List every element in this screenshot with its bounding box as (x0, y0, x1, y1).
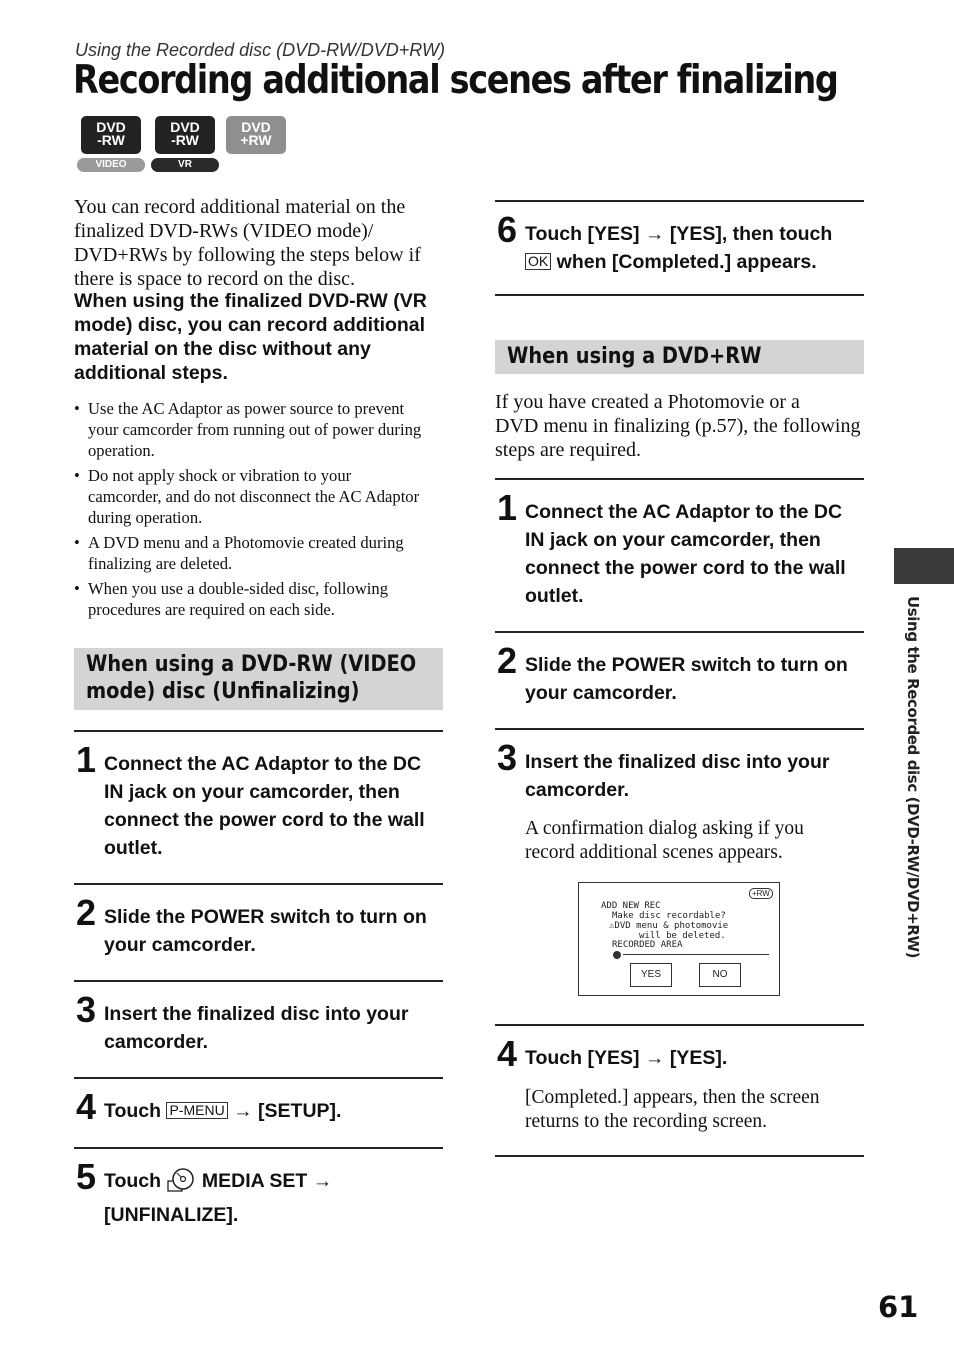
step-number: 3 (76, 989, 97, 1030)
step-number: 4 (76, 1086, 97, 1127)
step-divider (495, 1155, 864, 1157)
badge-line1: DVD (170, 119, 200, 135)
step-divider (74, 883, 443, 885)
arrow-icon: → (644, 223, 665, 245)
badge-line1: DVD (96, 119, 126, 135)
step-number: 3 (497, 737, 518, 778)
heading-line: When using a DVD-RW (VIDEO (86, 652, 417, 677)
step-number: 2 (497, 640, 518, 681)
dialog-warning-cont: will be deleted. (639, 931, 726, 941)
heading-line: mode) disc (Unfinalizing) (86, 679, 360, 704)
caution-item: • Do not apply shock or vibration to your camcorder, and do not disconnect the AC Adaptor during operation. (74, 465, 446, 528)
vr-mode-tag: VR (151, 158, 219, 172)
caution-item: • Use the AC Adaptor as power source to prevent your camcorder from running out of power during operation. (74, 398, 446, 461)
confirmation-dialog (578, 882, 780, 996)
text-line: When using the finalized DVD-RW (VR (74, 290, 427, 312)
text-line: material on the disc without any (74, 338, 371, 360)
badge-line1: DVD (241, 119, 271, 135)
recorded-area-label: RECORDED AREA (612, 940, 683, 950)
step-4-text: Touch P-MENU → [SETUP]. (104, 1100, 342, 1122)
disc-icon (613, 951, 621, 959)
dvd-rw-vr-badge (155, 116, 215, 154)
step-2-text: Slide the POWER switch to turn on your camcorder. (104, 906, 427, 956)
badge-line2: -RW (171, 132, 199, 148)
section-heading-dvd-rw-video (74, 648, 443, 710)
plus-rw-badge: +RW (749, 888, 773, 899)
badge-line2: +RW (240, 132, 272, 148)
step-divider (495, 728, 864, 730)
step-number: 6 (497, 209, 518, 250)
warning-icon: ⚠ (609, 921, 615, 931)
step-number: 1 (76, 739, 97, 780)
vr-mode-note (74, 289, 454, 385)
step-3-text: Insert the finalized disc into your camcorder. (104, 1003, 409, 1053)
side-chapter-label (898, 596, 922, 986)
p-menu-button[interactable]: P-MENU (166, 1102, 227, 1119)
arrow-icon: → (233, 1100, 253, 1122)
badge-line2: -RW (97, 132, 125, 148)
caution-item: • A DVD menu and a Photomovie created during finalizing are deleted. (74, 532, 446, 574)
plus-step-3-text: Insert the finalized disc into your camcorder. (525, 751, 830, 801)
section-heading-dvd-plus-rw (495, 340, 864, 374)
step-divider (74, 730, 443, 732)
text-line: there is space to record on the disc. (74, 268, 356, 290)
caution-item: • When you use a double-sided disc, following procedures are required on each side. (74, 578, 446, 620)
step-divider (495, 478, 864, 480)
step-divider (495, 1024, 864, 1026)
step-number: 2 (76, 892, 97, 933)
recorded-area-bar (623, 954, 769, 955)
side-label-text: Using the Recorded disc (DVD-RW/DVD+RW) (904, 596, 922, 959)
arrow-icon: → (644, 1047, 665, 1069)
plus-step-4-text: Touch [YES] → [YES]. (525, 1047, 728, 1069)
yes-button[interactable]: YES (630, 963, 672, 987)
plus-step-1-text: Connect the AC Adaptor to the DC IN jack on your camcorder, then connect the power cord to the wall outlet. (525, 501, 846, 607)
step-divider (495, 294, 864, 296)
page-number: 61 (878, 1290, 919, 1324)
plus-step-2-text: Slide the POWER switch to turn on your camcorder. (525, 654, 848, 704)
chapter-tab (894, 548, 954, 584)
dialog-warning: ⚠DVD menu & photomovie (609, 921, 729, 931)
media-set-disc-icon[interactable] (166, 1167, 196, 1201)
dvd-plus-rw-intro: If you have created a Photomovie or a DVD menu in finalizing (p.57), the following steps are required. (495, 391, 861, 461)
video-mode-tag: VIDEO (77, 158, 145, 172)
step-number: 5 (76, 1156, 97, 1197)
step-6-text: Touch [YES] → [YES], then touch OK when [Completed.] appears. (525, 223, 833, 273)
section-label: Using the Recorded disc (DVD-RW/DVD+RW) (75, 40, 445, 60)
step-divider (495, 631, 864, 633)
text-line: finalized DVD-RWs (VIDEO mode)/ (74, 220, 374, 242)
dvd-rw-video-badge (81, 116, 141, 154)
step-number: 4 (497, 1033, 518, 1074)
plus-step-4-note: [Completed.] appears, then the screen returns to the recording screen. (525, 1087, 820, 1132)
caution-list (74, 398, 446, 624)
heading-line: When using a DVD+RW (507, 344, 762, 369)
plus-step-3-note: A confirmation dialog asking if you record additional scenes appears. (525, 818, 804, 863)
ok-button[interactable]: OK (525, 253, 551, 270)
step-divider (74, 1147, 443, 1149)
page-title: Recording additional scenes after finalizing (73, 58, 838, 103)
intro-paragraph (74, 195, 454, 291)
dialog-title: ADD NEW REC (601, 901, 661, 911)
arrow-icon: → (312, 1170, 333, 1192)
dvd-plus-rw-badge (226, 116, 286, 154)
step-divider (495, 200, 864, 202)
step-divider (74, 980, 443, 982)
dialog-question: Make disc recordable? (612, 911, 726, 921)
step-divider (74, 1077, 443, 1079)
no-button[interactable]: NO (699, 963, 741, 987)
step-number: 1 (497, 487, 518, 528)
step-1-text: Connect the AC Adaptor to the DC IN jack on your camcorder, then connect the power cord to the wall outlet. (104, 753, 425, 859)
text-line: DVD+RWs by following the steps below if (74, 244, 421, 266)
text-line: additional steps. (74, 362, 228, 384)
step-5-text: Touch MEDIA SET → [UNFINALIZE]. (104, 1167, 449, 1229)
text-line: You can record additional material on the (74, 196, 406, 218)
text-line: mode) disc, you can record additional (74, 314, 426, 336)
